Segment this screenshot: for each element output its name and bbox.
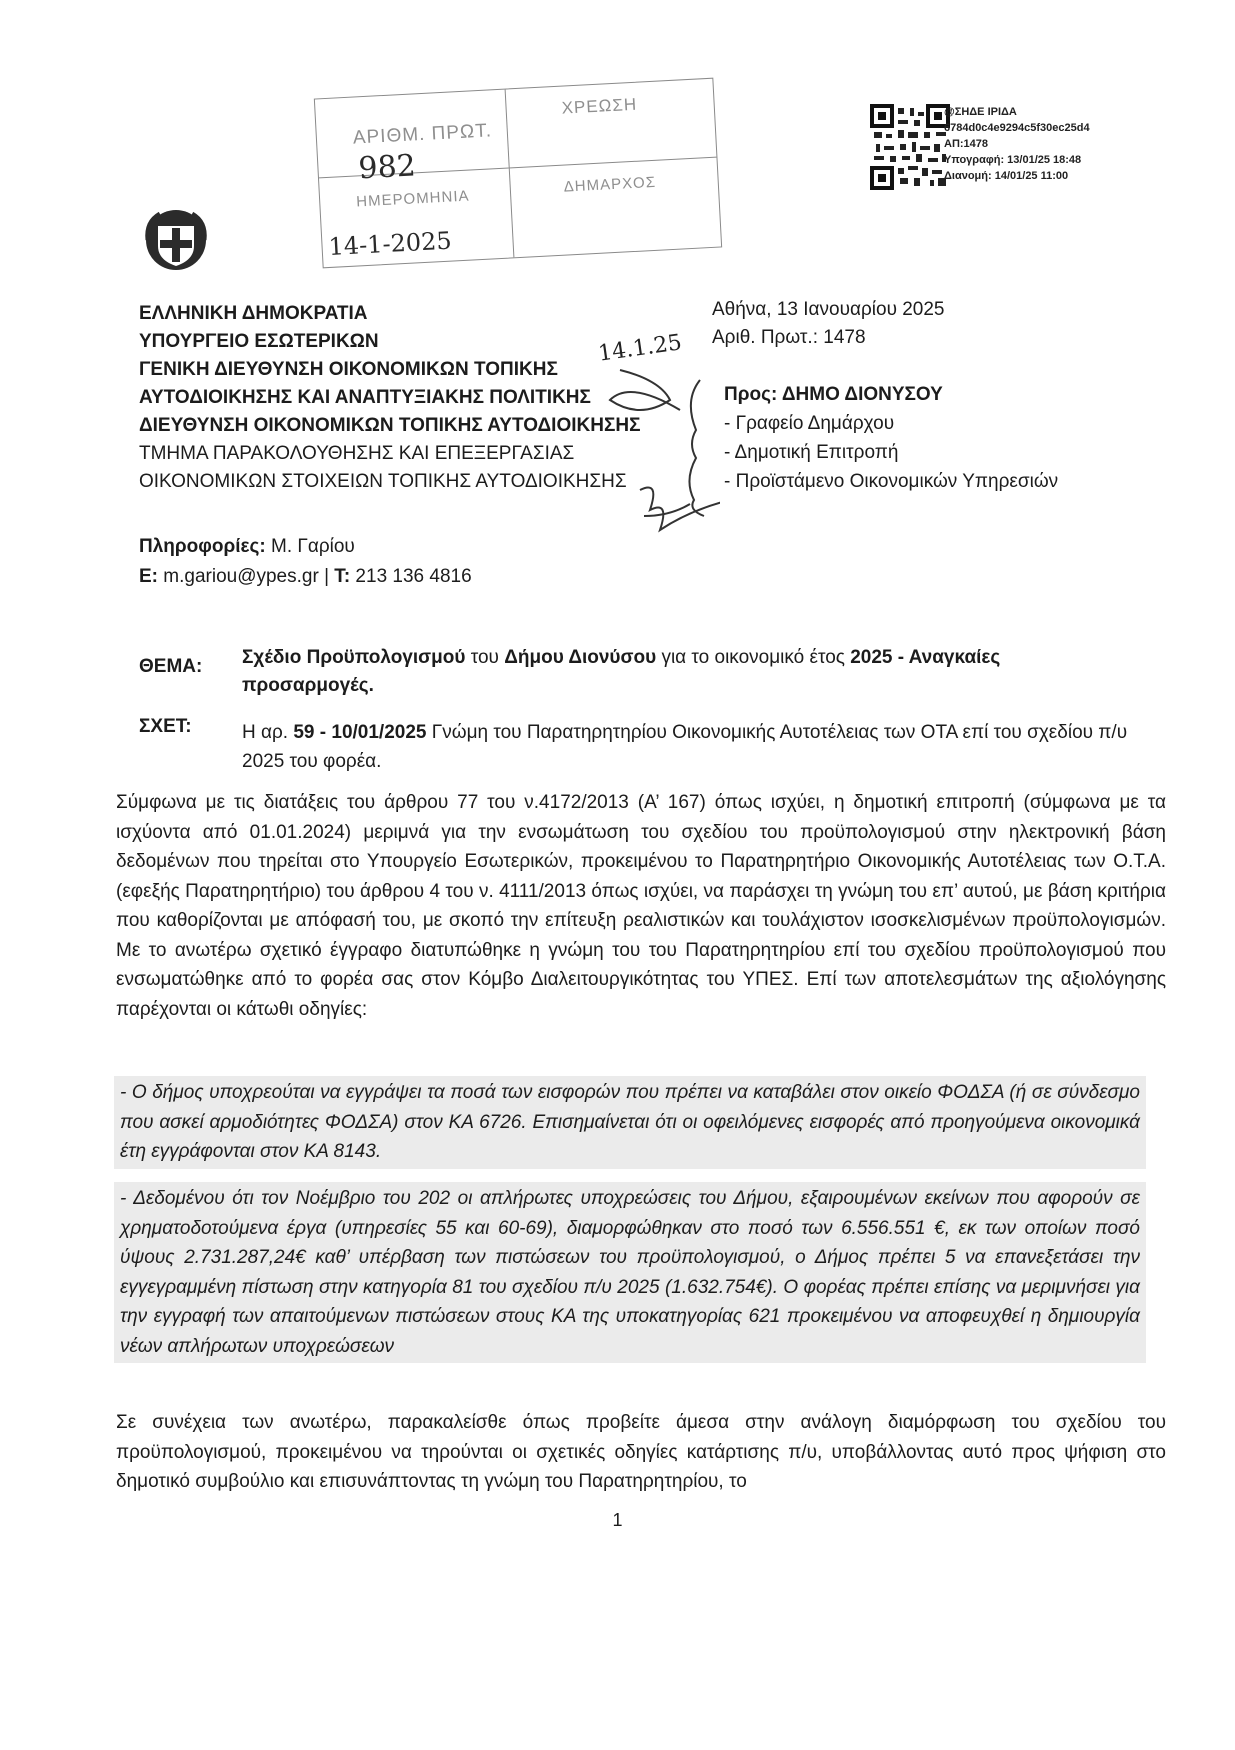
related-part-2: 59 - 10/01/2025 — [293, 722, 427, 743]
subject-part-1: Σχέδιο Προϋπολογισμού — [242, 647, 466, 668]
subject-label: ΘΕΜΑ: — [139, 656, 203, 677]
document-date-block — [712, 296, 945, 352]
info-label: Πληροφορίες: — [139, 536, 266, 557]
related-part-1: Η αρ. — [242, 722, 294, 743]
page-number: 1 — [612, 1510, 623, 1530]
digital-signature-metadata — [944, 104, 1090, 184]
signature-system: @ΣΗΔΕ ΙΡΙΔΑ — [944, 106, 1017, 118]
handwritten-date-note: 14.1.25 — [596, 330, 684, 367]
signature-distribution-date: Διανομή: 14/01/25 11:00 — [944, 170, 1069, 182]
handwritten-signature-icon — [600, 340, 720, 550]
stamp-date-label: ΗΜΕΡΟΜΗΝΙΑ — [355, 187, 470, 211]
email-value: m.gariou@ypes.gr | — [158, 566, 335, 587]
subject-part-4: για το οικονομικό έτος — [656, 647, 851, 668]
header-line-6: ΤΜΗΜΑ ΠΑΡΑΚΟΛΟΥΘΗΣΗΣ ΚΑΙ ΕΠΕΞΕΡΓΑΣΙΑΣ — [139, 443, 575, 464]
qr-code-icon — [870, 104, 950, 190]
header-line-2: ΥΠΟΥΡΓΕΙΟ ΕΣΩΤΕΡΙΚΩΝ — [139, 331, 379, 352]
coat-of-arms-icon — [136, 200, 216, 280]
related-part-3: Γνώμη του Παρατηρητηρίου Οικονομικής Αυτοτέλειας των ΟΤΑ επί του σχεδίου π/υ 2025 του φορέα. — [242, 722, 1128, 772]
stamp-xreosi-label: ΧΡΕΩΣΗ — [561, 94, 638, 118]
header-line-5: ΔΙΕΥΘΥΝΣΗ ΟΙΚΟΝΟΜΙΚΩΝ ΤΟΠΙΚΗΣ ΑΥΤΟΔΙΟΙΚΗΣΗΣ — [139, 415, 641, 436]
stamp-arith-label: ΑΡΙΘΜ. ΠΡΩΤ. — [352, 120, 493, 149]
instruction-bullet-1: - Ο δήμος υποχρεούται να εγγράψει τα ποσά των εισφορών που πρέπει να καταβάλει στον οικείο ΦΟΔΣΑ (ή σε σύνδεσμο που ασκεί αρμοδιότητες ΦΟΔΣΑ) στον ΚΑ 6726. Επισημαίνεται ότι οι οφειλόμενες εισφορές από προηγούμενα οικονομικά έτη εγγράφονται στον ΚΑ 8143. — [114, 1076, 1146, 1169]
body-paragraph-2: Σε συνέχεια των ανωτέρω, παρακαλείσθε όπως προβείτε άμεσα στην ανάλογη διαμόρφωση του σχεδίου του προϋπολογισμού, προκειμένου να τηρούνται οι σχετικές οδηγίες κατάρτισης π/υ, υποβάλλοντας αυτό προς ψήφιση στο δημοτικό συμβούλιο και επισυνάπτοντας τη γνώμη του Παρατηρητηρίου, το — [116, 1412, 1166, 1492]
stamp-dimarxos-label: ΔΗΜΑΡΧΟΣ — [563, 173, 657, 196]
subject-part-5: 2025 - Αναγκαίες προσαρμογές. — [242, 647, 1001, 696]
stamp-date-value: 14-1-2025 — [327, 226, 453, 261]
signature-protocol: ΑΠ:1478 — [944, 138, 989, 150]
subject-part-2: του — [465, 647, 505, 668]
signature-signed-date: Υπογραφή: 13/01/25 18:48 — [944, 154, 1082, 166]
recipient-main: Προς: ΔΗΜΟ ΔΙΟΝΥΣΟΥ — [724, 384, 943, 405]
phone-value: 213 136 4816 — [350, 566, 472, 587]
email-label: Ε: — [139, 566, 158, 587]
subject-part-3: Δήμου Διονύσου — [504, 647, 657, 668]
related-label: ΣΧΕΤ: — [139, 716, 192, 737]
contact-info — [139, 532, 472, 592]
header-line-7: ΟΙΚΟΝΟΜΙΚΩΝ ΣΤΟΙΧΕΙΩΝ ΤΟΠΙΚΗΣ ΑΥΤΟΔΙΟΙΚΗΣΗΣ — [139, 471, 627, 492]
info-name: Μ. Γαρίου — [265, 536, 355, 557]
header-line-1: ΕΛΛΗΝΙΚΗ ΔΗΜΟΚΡΑΤΙΑ — [139, 303, 368, 324]
instruction-bullet-2: - Δεδομένου ότι τον Νοέμβριο του 202 οι απλήρωτες υποχρεώσεις του Δήμου, εξαιρουμένων εκείνων που αφορούν σε χρηματοδοτούμενα έργα (υπηρεσίες 55 και 60-69), διαμορφώθηκαν στο ποσό των 6.556.551 €, εκ των οποίων ποσό ύψους 2.731.287,24€ καθ’ υπέρβαση των πιστώσεων του προϋπολογισμού, ο Δήμος πρέπει 5 να επανεξετάσει την εγγεγραμμένη πίστωση στην κατηγορία 81 του σχεδίου π/υ 2025 (1.632.754€). Ο φορέας πρέπει επίσης να μεριμνήσει για την εγγραφή των απαιτούμενων πιστώσεων στους ΚΑ της υποκατηγορίας 621 προκειμένου να αποφευχθεί η δημιουργία νέων απλήρωτων υποχρεώσεων — [114, 1182, 1146, 1363]
recipient-2: - Δημοτική Επιτροπή — [724, 442, 899, 463]
stamp-arith-value: 982 — [357, 148, 417, 187]
document-date: Αθήνα, 13 Ιανουαρίου 2025 — [712, 299, 945, 320]
phone-label: Τ: — [334, 566, 351, 587]
registration-stamp — [314, 78, 722, 269]
signature-hash: 6784d0c4e9294c5f30ec25d4 — [944, 122, 1090, 134]
related-text — [242, 718, 1172, 776]
recipient-3: - Προϊστάμενο Οικονομικών Υπηρεσιών — [724, 471, 1059, 492]
document-protocol-number: Αριθ. Πρωτ.: 1478 — [712, 327, 866, 348]
recipients-block — [724, 380, 1058, 496]
body-paragraph-1: Σύμφωνα με τις διατάξεις του άρθρου 77 του ν.4172/2013 (Α’ 167) όπως ισχύει, η δημοτική επιτροπή (σύμφωνα με τα ισχύοντα από 01.01.2024) μεριμνά για την ενσωμάτωση του σχεδίου του προϋπολογισμού στην ηλεκτρονική βάση δεδομένων που τηρείται στο Υπουργείο Εσωτερικών, προκειμένου το Παρατηρητήριο Οικονομικής Αυτοτέλειας των Ο.Τ.Α. (εφεξής Παρατηρητήριο) του άρθρου 4 του ν. 4111/2013 όπως ισχύει, να παράσχει τη γνώμη του επ’ αυτού, με βάση κριτήρια που καθορίζονται με απόφασή του, με σκοπό την επίτευξη ρεαλιστικών και τουλάχιστον ισοσκελισμένων προϋπολογισμών. Με το ανωτέρω σχετικό έγγραφο διατυπώθηκε η γνώμη του του Παρατηρητηρίου επί του σχεδίου προϋπολογισμού που ενσωματώθηκε από το φορέα σας στον Κόμβο Διαλειτουργικότητας του ΥΠΕΣ. Επί των αποτελεσμάτων της αξιολόγησης παρέχονται οι κάτωθι οδηγίες: — [116, 792, 1166, 1020]
header-line-4: ΑΥΤΟΔΙΟΙΚΗΣΗΣ ΚΑΙ ΑΝΑΠΤΥΞΙΑΚΗΣ ΠΟΛΙΤΙΚΗΣ — [139, 387, 591, 408]
header-line-3: ΓΕΝΙΚΗ ΔΙΕΥΘΥΝΣΗ ΟΙΚΟΝΟΜΙΚΩΝ ΤΟΠΙΚΗΣ — [139, 359, 558, 380]
recipient-1: - Γραφείο Δημάρχου — [724, 413, 895, 434]
sender-header — [139, 300, 640, 496]
subject-text — [242, 644, 1112, 700]
